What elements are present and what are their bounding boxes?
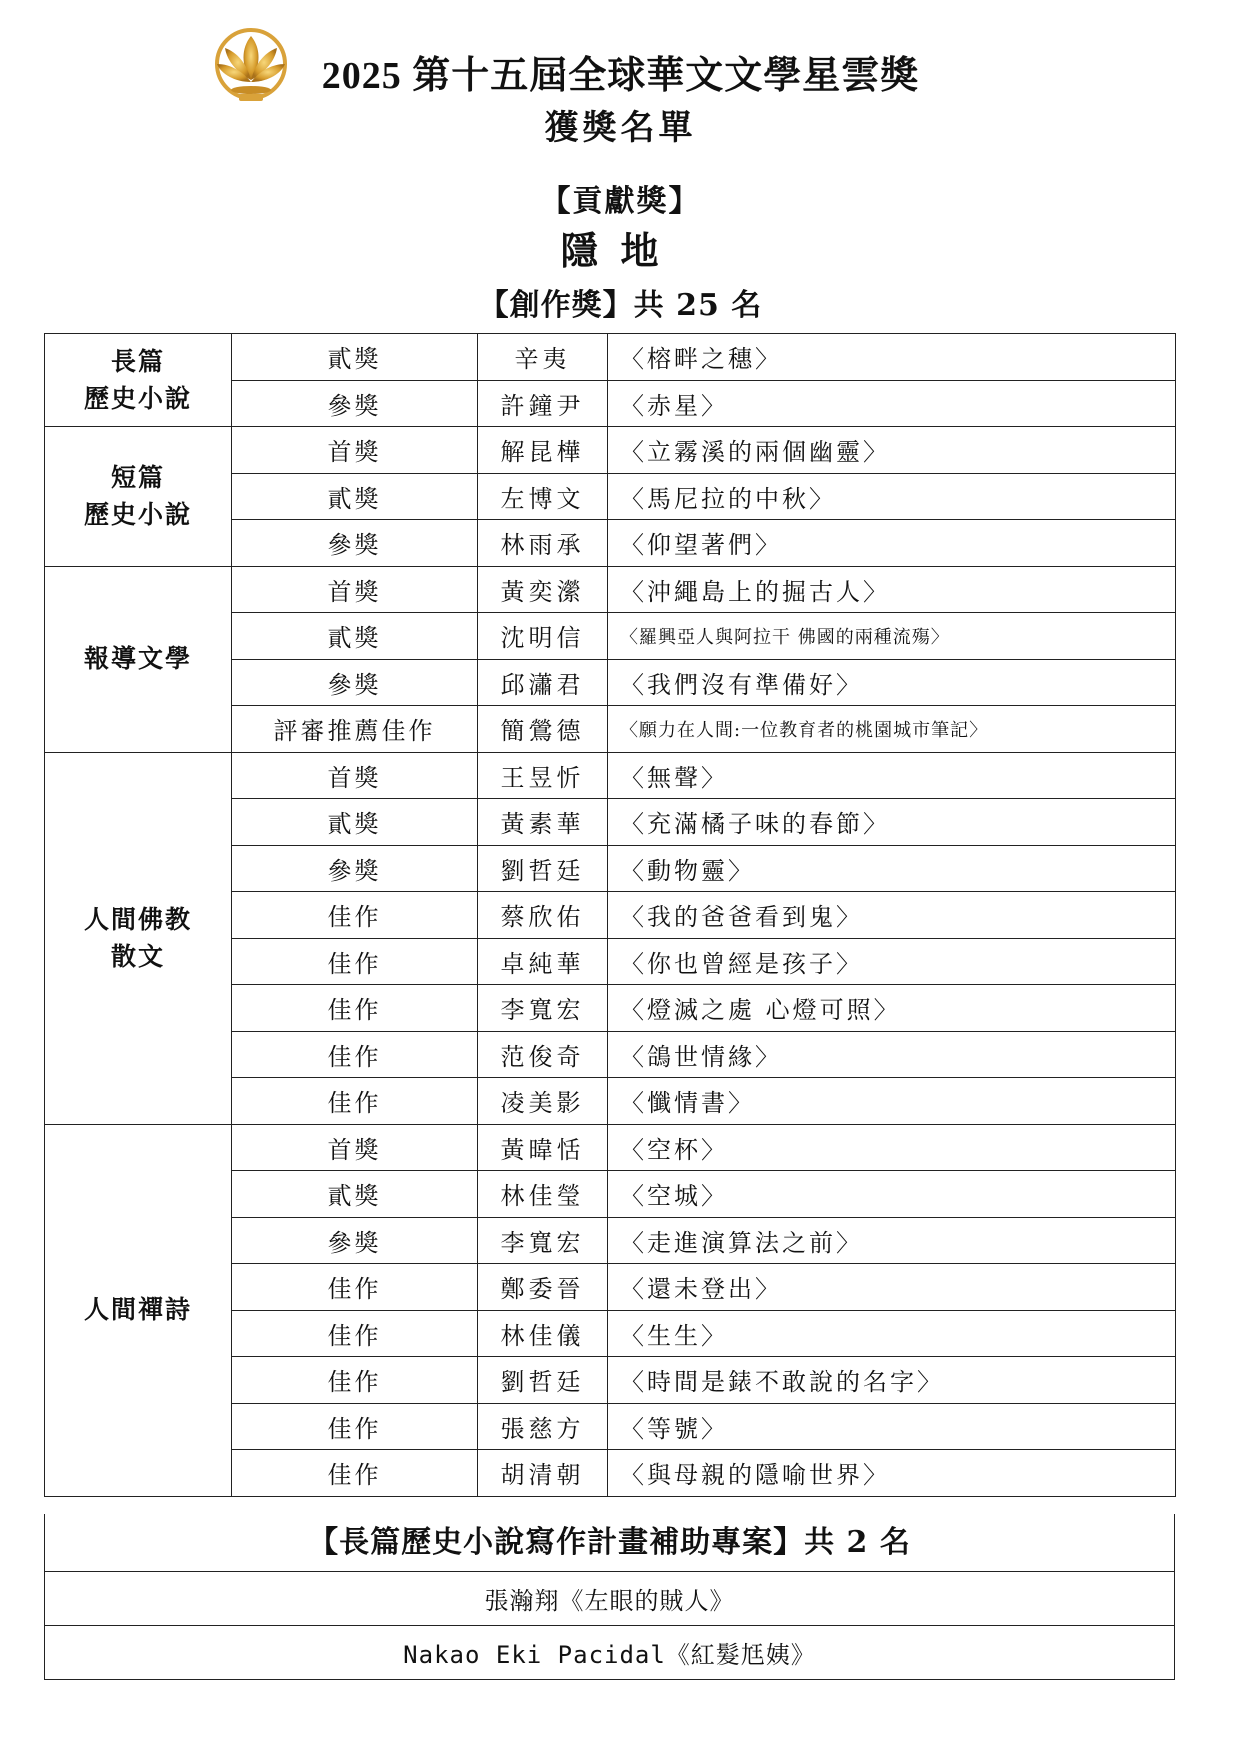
prize-cell: 參獎 xyxy=(232,380,478,427)
prize-cell: 參獎 xyxy=(232,659,478,706)
contribution-heading: 【貢獻獎】 xyxy=(540,184,701,219)
work-title-cell: 〈燈滅之處 心燈可照〉 xyxy=(608,985,1176,1032)
author-cell: 劉哲廷 xyxy=(478,1357,608,1404)
work-title-cell: 〈赤星〉 xyxy=(608,380,1176,427)
work-title-cell: 〈空城〉 xyxy=(608,1171,1176,1218)
award-row xyxy=(45,427,1176,474)
author-cell: 卓純華 xyxy=(478,938,608,985)
prize-cell: 佳作 xyxy=(232,938,478,985)
prize-cell: 貳獎 xyxy=(232,613,478,660)
category-cell: 人間佛教 散文 xyxy=(45,752,232,1124)
work-title-cell: 〈我們沒有準備好〉 xyxy=(608,659,1176,706)
work-title-cell: 〈鴿世情緣〉 xyxy=(608,1031,1176,1078)
prize-cell: 首獎 xyxy=(232,752,478,799)
prize-cell: 參獎 xyxy=(232,520,478,567)
prize-cell: 參獎 xyxy=(232,1217,478,1264)
award-row xyxy=(45,566,1176,613)
prize-cell: 貳獎 xyxy=(232,473,478,520)
work-title-cell: 〈沖繩島上的掘古人〉 xyxy=(608,566,1176,613)
work-title-cell: 〈還未登出〉 xyxy=(608,1264,1176,1311)
category-cell: 長篇 歷史小說 xyxy=(45,334,232,427)
prize-cell: 評審推薦佳作 xyxy=(232,706,478,753)
author-cell: 胡清朝 xyxy=(478,1450,608,1497)
work-title-cell: 〈我的爸爸看到鬼〉 xyxy=(608,892,1176,939)
author-cell: 鄭委晉 xyxy=(478,1264,608,1311)
creative-heading: 【創作獎】共 25 名 xyxy=(478,288,763,323)
author-cell: 林佳瑩 xyxy=(478,1171,608,1218)
author-cell: 范俊奇 xyxy=(478,1031,608,1078)
page-subtitle: 獲獎名單 xyxy=(544,108,697,148)
author-cell: 李寬宏 xyxy=(478,985,608,1032)
author-cell: 簡鶯德 xyxy=(478,706,608,753)
author-cell: 黃奕瀠 xyxy=(478,566,608,613)
prize-cell: 佳作 xyxy=(232,1264,478,1311)
category-cell: 短篇 歷史小說 xyxy=(45,427,232,567)
author-cell: 黃素華 xyxy=(478,799,608,846)
work-title-cell: 〈羅興亞人與阿拉干 佛國的兩種流殤〉 xyxy=(608,613,1176,660)
author-cell: 王昱忻 xyxy=(478,752,608,799)
author-cell: 李寬宏 xyxy=(478,1217,608,1264)
subsidy-heading: 【長篇歷史小說寫作計畫補助專案】共 2 名 xyxy=(44,1514,1175,1572)
prize-cell: 佳作 xyxy=(232,1078,478,1125)
author-cell: 凌美影 xyxy=(478,1078,608,1125)
award-row xyxy=(45,752,1176,799)
subsidy-entry: 張瀚翔《左眼的賊人》 xyxy=(45,1572,1175,1626)
award-row xyxy=(45,1124,1176,1171)
prize-cell: 佳作 xyxy=(232,1450,478,1497)
prize-cell: 首獎 xyxy=(232,566,478,613)
category-cell: 報導文學 xyxy=(45,566,232,752)
author-cell: 許鐘尹 xyxy=(478,380,608,427)
author-cell: 林雨承 xyxy=(478,520,608,567)
work-title-cell: 〈立霧溪的兩個幽靈〉 xyxy=(608,427,1176,474)
work-title-cell: 〈願力在人間:一位教育者的桃園城市筆記〉 xyxy=(608,706,1176,753)
author-cell: 辛夷 xyxy=(478,334,608,381)
prize-cell: 首獎 xyxy=(232,1124,478,1171)
work-title-cell: 〈走進演算法之前〉 xyxy=(608,1217,1176,1264)
author-cell: 劉哲廷 xyxy=(478,845,608,892)
author-cell: 黃暐恬 xyxy=(478,1124,608,1171)
work-title-cell: 〈動物靈〉 xyxy=(608,845,1176,892)
author-cell: 邱瀟君 xyxy=(478,659,608,706)
work-title-cell: 〈充滿橘子味的春節〉 xyxy=(608,799,1176,846)
prize-cell: 貳獎 xyxy=(232,334,478,381)
work-title-cell: 〈懺情書〉 xyxy=(608,1078,1176,1125)
author-cell: 解昆樺 xyxy=(478,427,608,474)
prize-cell: 佳作 xyxy=(232,1310,478,1357)
prize-cell: 佳作 xyxy=(232,892,478,939)
author-cell: 蔡欣佑 xyxy=(478,892,608,939)
work-title-cell: 〈你也曾經是孩子〉 xyxy=(608,938,1176,985)
contribution-honoree: 隱地 xyxy=(560,228,681,273)
prize-cell: 佳作 xyxy=(232,1357,478,1404)
prize-cell: 佳作 xyxy=(232,1403,478,1450)
work-title-cell: 〈榕畔之穗〉 xyxy=(608,334,1176,381)
work-title-cell: 〈仰望著們〉 xyxy=(608,520,1176,567)
prize-cell: 首獎 xyxy=(232,427,478,474)
award-table xyxy=(44,333,1176,1497)
work-title-cell: 〈空杯〉 xyxy=(608,1124,1176,1171)
author-cell: 左博文 xyxy=(478,473,608,520)
prize-cell: 貳獎 xyxy=(232,799,478,846)
work-title-cell: 〈生生〉 xyxy=(608,1310,1176,1357)
category-cell: 人間禪詩 xyxy=(45,1124,232,1496)
subsidy-table xyxy=(44,1571,1175,1680)
author-cell: 林佳儀 xyxy=(478,1310,608,1357)
work-title-cell: 〈馬尼拉的中秋〉 xyxy=(608,473,1176,520)
work-title-cell: 〈與母親的隱喻世界〉 xyxy=(608,1450,1176,1497)
work-title-cell: 〈時間是錶不敢說的名字〉 xyxy=(608,1357,1176,1404)
work-title-cell: 〈等號〉 xyxy=(608,1403,1176,1450)
subsidy-entry: Nakao Eki Pacidal《紅髮尪姨》 xyxy=(45,1626,1175,1680)
subsidy-row xyxy=(45,1572,1175,1626)
award-row xyxy=(45,334,1176,381)
work-title-cell: 〈無聲〉 xyxy=(608,752,1176,799)
prize-cell: 參獎 xyxy=(232,845,478,892)
author-cell: 張慈方 xyxy=(478,1403,608,1450)
author-cell: 沈明信 xyxy=(478,613,608,660)
page-title: 2025 第十五屆全球華文文學星雲獎 xyxy=(321,55,920,97)
subsidy-row xyxy=(45,1626,1175,1680)
prize-cell: 貳獎 xyxy=(232,1171,478,1218)
prize-cell: 佳作 xyxy=(232,1031,478,1078)
prize-cell: 佳作 xyxy=(232,985,478,1032)
